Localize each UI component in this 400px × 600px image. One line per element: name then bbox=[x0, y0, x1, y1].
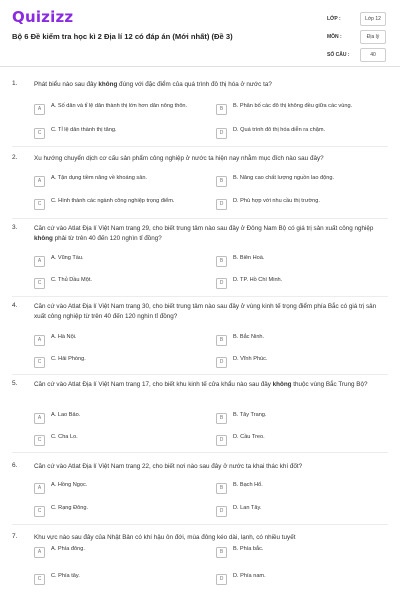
option-text: D. Phù hợp với nhu cầu thị trường. bbox=[233, 198, 320, 204]
option-text: A. Phía đông. bbox=[51, 546, 85, 552]
question-divider bbox=[12, 374, 388, 375]
option-c[interactable] bbox=[34, 124, 219, 142]
option-letter-box: C bbox=[34, 574, 45, 585]
option-letter-box: D bbox=[216, 128, 227, 139]
option-text: B. Biên Hoà. bbox=[233, 255, 265, 261]
option-text: A. Vũng Tàu. bbox=[51, 255, 84, 261]
option-letter-box: B bbox=[216, 335, 227, 346]
meta-row-count bbox=[327, 48, 387, 66]
question-number: 4. bbox=[12, 302, 18, 309]
meta-value-box: Địa lý bbox=[360, 30, 386, 44]
option-d[interactable] bbox=[216, 124, 386, 142]
option-text: C. Rạng Đông. bbox=[51, 505, 89, 511]
option-text: B. Nâng cao chất lượng nguồn lao động. bbox=[233, 175, 335, 181]
option-letter-box: B bbox=[216, 104, 227, 115]
option-d[interactable] bbox=[216, 353, 386, 371]
option-a[interactable] bbox=[34, 543, 219, 561]
option-text: D. Cầu Treo. bbox=[233, 434, 265, 440]
question-divider bbox=[12, 452, 388, 453]
option-text: A. Hồng Ngọc. bbox=[51, 482, 88, 488]
option-letter-box: D bbox=[216, 199, 227, 210]
option-text: C. Hình thành các ngành công nghiệp trọng điểm. bbox=[51, 198, 175, 204]
question-text: Căn cứ vào Atlat Địa lí Việt Nam trang 22, cho biết nơi nào sau đây ở nước ta khai thác khí đốt? bbox=[34, 463, 303, 470]
option-text: A. Số dân và tỉ lệ dân thành thị lớn hơn dân nông thôn. bbox=[51, 103, 188, 109]
question-text: Căn cứ vào Atlat Địa lí Việt Nam trang 30, cho biết trung tâm nào sau đây ở vùng kinh tế trọng điểm phía Bắc có giá trị sản xuất công nghiệp từ trên 40 đến 120 nghìn tỉ đồng? bbox=[34, 303, 377, 320]
option-text: C. Cha Lo. bbox=[51, 434, 78, 440]
option-letter-box: C bbox=[34, 435, 45, 446]
option-letter-box: C bbox=[34, 506, 45, 517]
option-text: D. Phía nam. bbox=[233, 573, 266, 579]
meta-label: LỚP : bbox=[327, 16, 341, 22]
option-letter-box: A bbox=[34, 413, 45, 424]
option-letter-box: A bbox=[34, 176, 45, 187]
question-text: Xu hướng chuyển dịch cơ cấu sản phẩm công nghiệp ở nước ta hiện nay nhằm mục đích nào sau đây? bbox=[34, 155, 324, 162]
option-a[interactable] bbox=[34, 252, 219, 270]
question-number: 3. bbox=[12, 224, 18, 231]
question-divider bbox=[12, 146, 388, 147]
option-letter-box: D bbox=[216, 574, 227, 585]
option-b[interactable] bbox=[216, 331, 386, 349]
option-text: A. Tận dụng tiềm năng về khoáng sản. bbox=[51, 175, 147, 181]
option-b[interactable] bbox=[216, 252, 386, 270]
option-a[interactable] bbox=[34, 331, 219, 349]
option-letter-box: C bbox=[34, 278, 45, 289]
option-text: C. Hải Phòng. bbox=[51, 356, 86, 362]
option-text: D. Vĩnh Phúc. bbox=[233, 356, 268, 362]
option-text: D. TP. Hồ Chí Minh. bbox=[233, 277, 283, 283]
question-text: Khu vực nào sau đây của Nhật Bản có khí hậu ôn đới, mùa đông kéo dài, lạnh, có nhiều tuyết bbox=[34, 534, 296, 541]
meta-row-class bbox=[327, 12, 387, 30]
document-title: Bộ 6 Đề kiểm tra học kì 2 Địa lí 12 có đáp án (Mới nhất) (Đề 3) bbox=[12, 32, 233, 41]
option-a[interactable] bbox=[34, 172, 219, 190]
option-text: B. Bạch Hổ. bbox=[233, 482, 263, 488]
option-c[interactable] bbox=[34, 353, 219, 371]
option-d[interactable] bbox=[216, 195, 386, 213]
option-d[interactable] bbox=[216, 502, 386, 520]
option-c[interactable] bbox=[34, 195, 219, 213]
option-text: A. Lao Bảo. bbox=[51, 412, 81, 418]
option-letter-box: C bbox=[34, 199, 45, 210]
option-letter-box: C bbox=[34, 128, 45, 139]
option-d[interactable] bbox=[216, 570, 386, 588]
quizizz-logo: Quizizz bbox=[12, 8, 74, 26]
option-c[interactable] bbox=[34, 431, 219, 449]
option-letter-box: D bbox=[216, 278, 227, 289]
header-divider bbox=[0, 66, 400, 67]
question-text: Căn cứ vào Atlat Địa lí Việt Nam trang 29, cho biết trung tâm nào sau đây ở Đông Nam Bộ có giá trị sản xuất công nghiệp không phải từ trên 40 đến 120 nghìn tỉ đồng? bbox=[34, 225, 374, 242]
meta-label: MÔN : bbox=[327, 34, 342, 40]
option-letter-box: D bbox=[216, 506, 227, 517]
meta-value-box: Lớp 12 bbox=[360, 12, 386, 26]
option-letter-box: A bbox=[34, 547, 45, 558]
option-letter-box: A bbox=[34, 256, 45, 267]
question-number: 5. bbox=[12, 380, 18, 387]
option-d[interactable] bbox=[216, 274, 386, 292]
meta-row-subject bbox=[327, 30, 387, 48]
option-b[interactable] bbox=[216, 172, 386, 190]
question-divider bbox=[12, 218, 388, 219]
option-letter-box: D bbox=[216, 357, 227, 368]
option-text: A. Hà Nội. bbox=[51, 334, 77, 340]
option-a[interactable] bbox=[34, 100, 219, 118]
option-letter-box: B bbox=[216, 483, 227, 494]
option-letter-box: B bbox=[216, 413, 227, 424]
option-text: B. Tây Trang. bbox=[233, 412, 267, 418]
option-b[interactable] bbox=[216, 100, 386, 118]
option-text: C. Thủ Dầu Một. bbox=[51, 277, 92, 283]
option-letter-box: B bbox=[216, 547, 227, 558]
option-text: D. Quá trình đô thị hóa diễn ra chậm. bbox=[233, 127, 326, 133]
option-text: B. Phân bố các đô thị không đều giữa các vùng. bbox=[233, 103, 353, 109]
question-number: 6. bbox=[12, 462, 18, 469]
option-letter-box: A bbox=[34, 335, 45, 346]
option-text: B. Phía bắc. bbox=[233, 546, 264, 552]
option-c[interactable] bbox=[34, 502, 219, 520]
question-number: 1. bbox=[12, 80, 18, 87]
option-letter-box: B bbox=[216, 176, 227, 187]
option-a[interactable] bbox=[34, 409, 219, 427]
option-b[interactable] bbox=[216, 543, 386, 561]
option-letter-box: B bbox=[216, 256, 227, 267]
option-c[interactable] bbox=[34, 274, 219, 292]
option-b[interactable] bbox=[216, 479, 386, 497]
option-letter-box: A bbox=[34, 483, 45, 494]
option-text: B. Bắc Ninh. bbox=[233, 334, 265, 340]
option-letter-box: A bbox=[34, 104, 45, 115]
option-text: C. Tỉ lệ dân thành thị tăng. bbox=[51, 127, 117, 133]
question-divider bbox=[12, 524, 388, 525]
option-c[interactable] bbox=[34, 570, 219, 588]
option-text: D. Lan Tây. bbox=[233, 505, 262, 511]
question-text: Phát biểu nào sau đây không đúng với đặc điểm của quá trình đô thị hóa ở nước ta? bbox=[34, 81, 272, 88]
option-letter-box: D bbox=[216, 435, 227, 446]
question-divider bbox=[12, 296, 388, 297]
meta-value-box: 40 bbox=[360, 48, 386, 62]
option-letter-box: C bbox=[34, 357, 45, 368]
meta-label: SỐ CÂU : bbox=[327, 52, 350, 58]
meta-panel bbox=[327, 12, 387, 66]
option-b[interactable] bbox=[216, 409, 386, 427]
option-text: C. Phía tây. bbox=[51, 573, 80, 579]
option-d[interactable] bbox=[216, 431, 386, 449]
question-text: Căn cứ vào Atlat Địa lí Việt Nam trang 17, cho biết khu kinh tế cửa khẩu nào sau đây không thuộc vùng Bắc Trung Bộ? bbox=[34, 381, 368, 388]
option-a[interactable] bbox=[34, 479, 219, 497]
question-number: 2. bbox=[12, 154, 18, 161]
question-number: 7. bbox=[12, 533, 18, 540]
